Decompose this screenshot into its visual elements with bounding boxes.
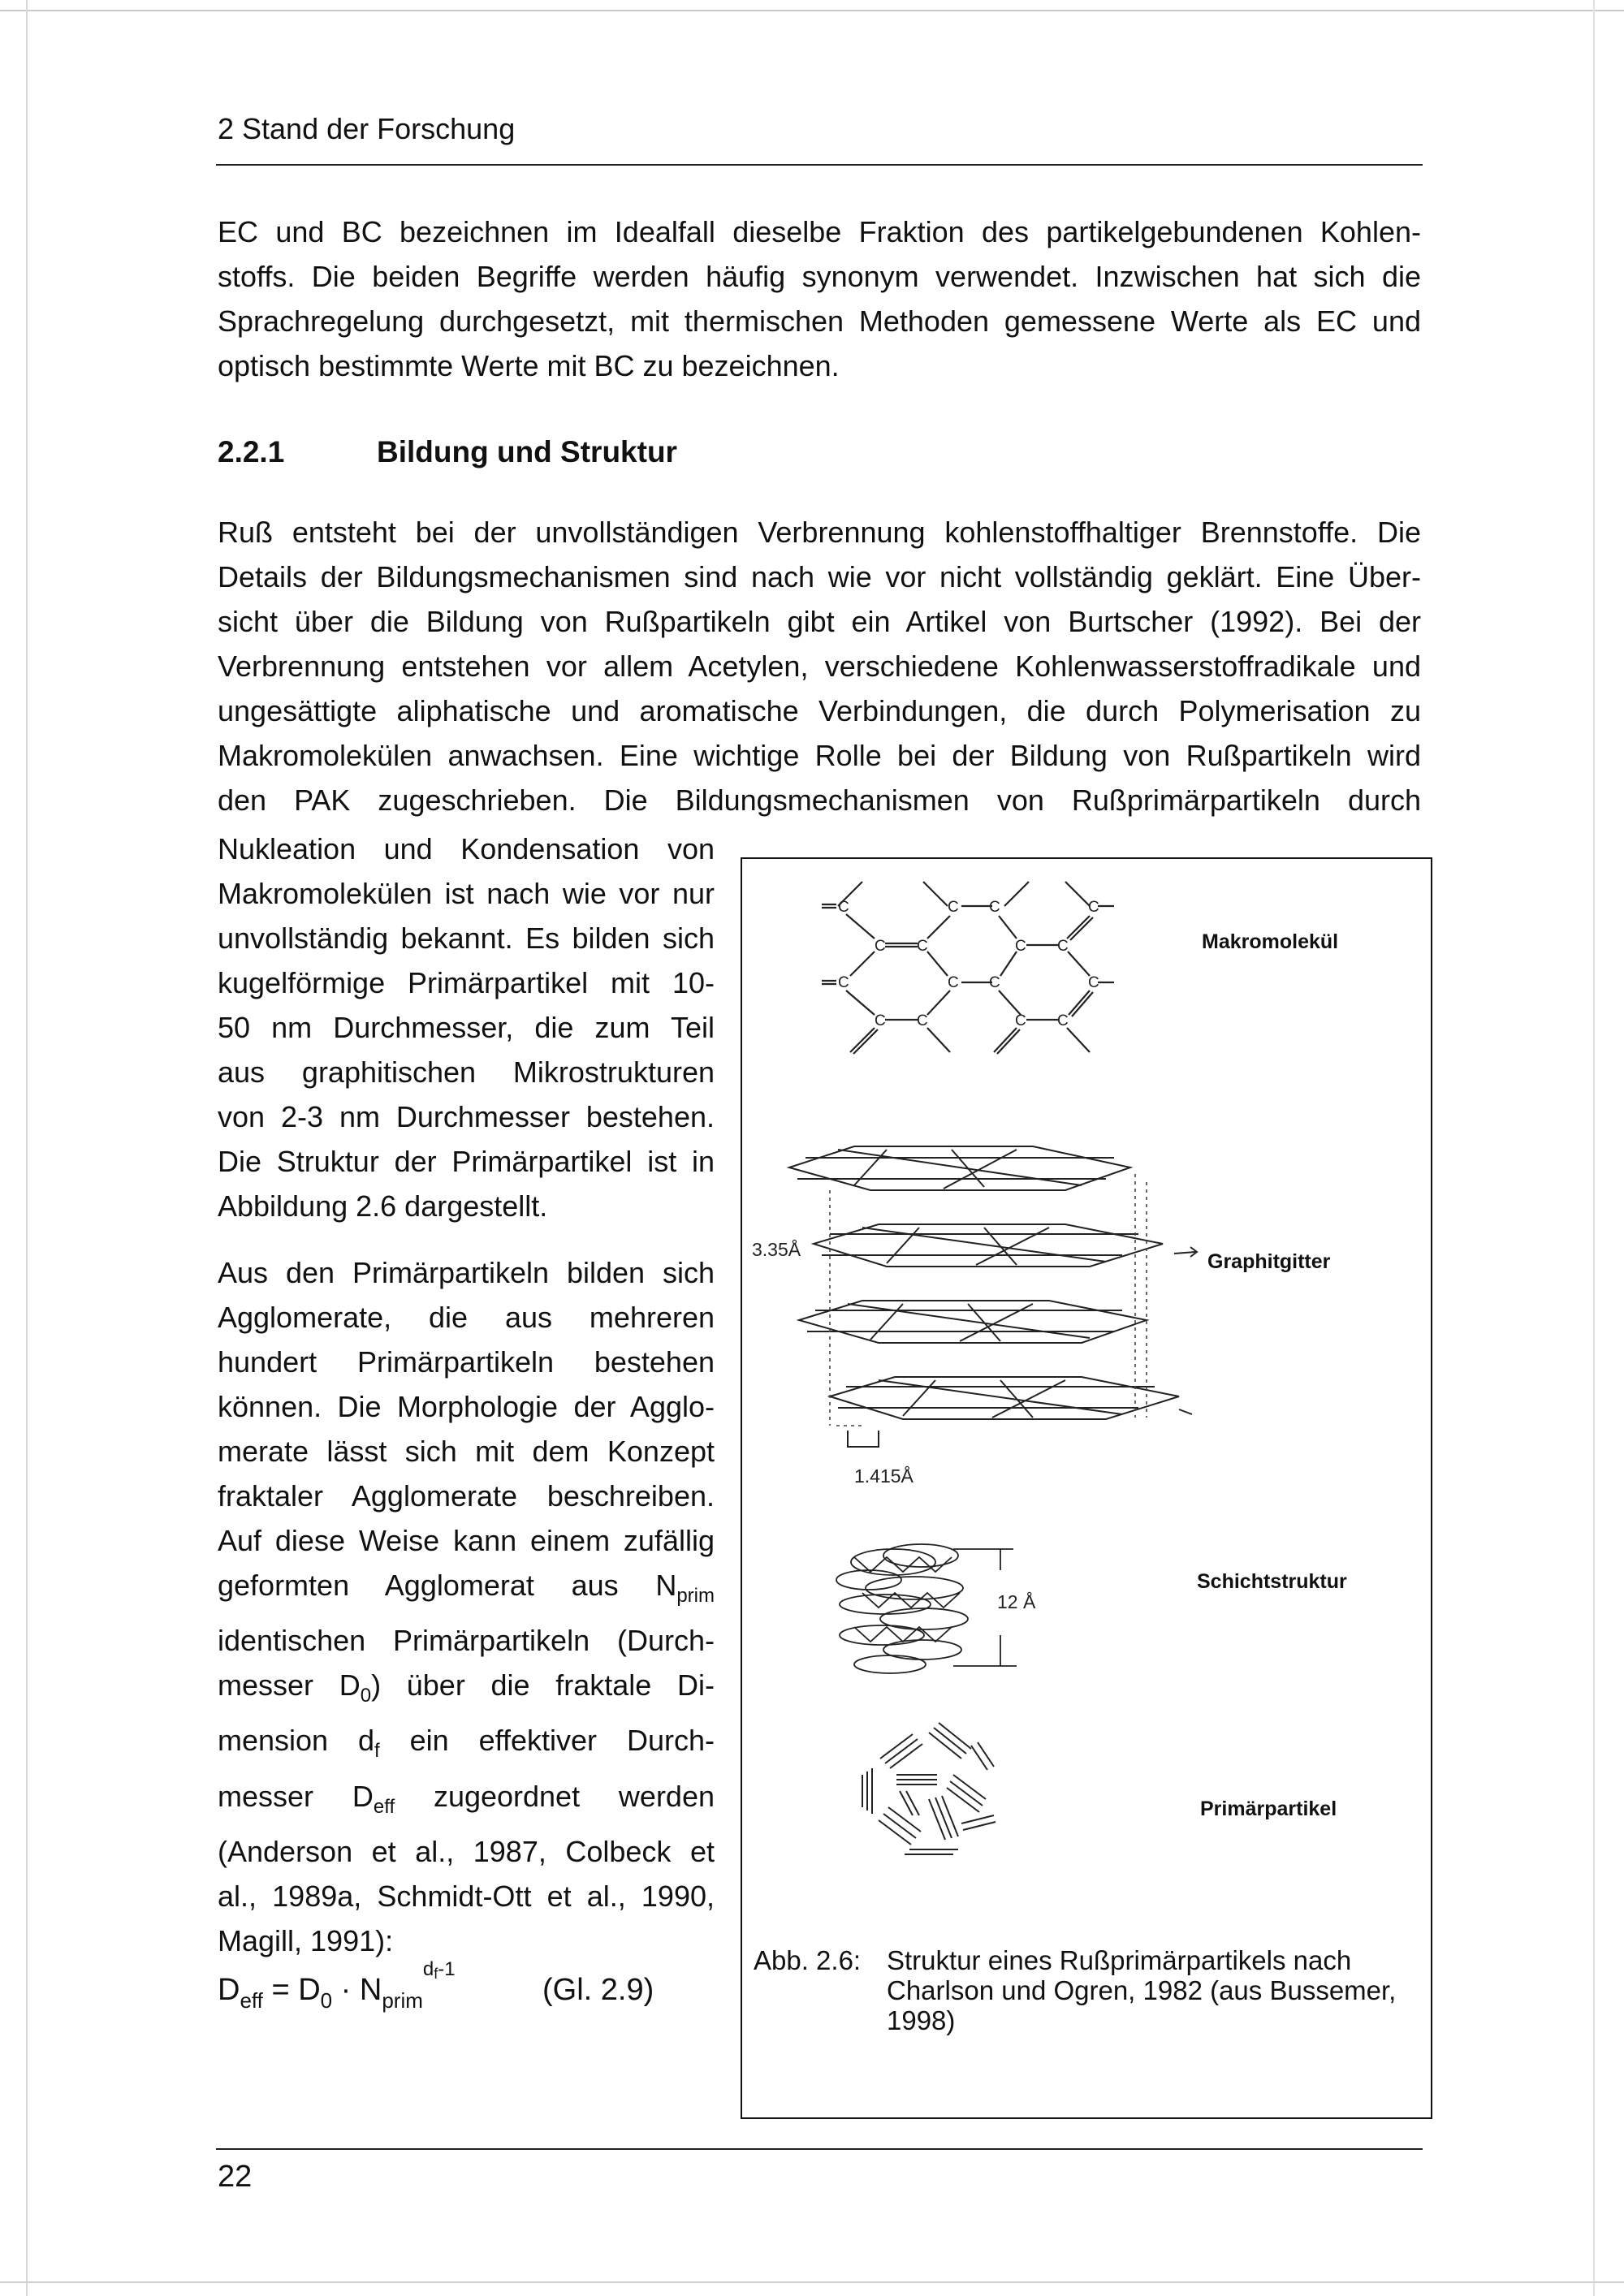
text-line: den PAK zugeschrieben. Die Bildungsmechanismen von Rußprimärpartikeln durch bbox=[218, 783, 1421, 817]
text-line: (Anderson et al., 1987, Colbeck et bbox=[218, 1834, 715, 1868]
text-line: Verbrennung entstehen vor allem Acetylen, verschiedene Kohlenwasserstoffradikale und bbox=[218, 650, 1421, 683]
text-line: aus graphitischen Mikrostrukturen bbox=[218, 1055, 715, 1089]
atom-label: C bbox=[1088, 899, 1099, 916]
exponent-tail: -1 bbox=[438, 1958, 456, 1980]
section-title: Bildung und Struktur bbox=[377, 435, 677, 468]
atom-label: C bbox=[948, 899, 959, 916]
equation-number: (Gl. 2.9) bbox=[542, 1973, 654, 2007]
footer-rule bbox=[216, 2148, 1423, 2150]
text-line: Magill, 1991): bbox=[218, 1923, 394, 1957]
subscript-0: 0 bbox=[360, 1685, 372, 1707]
line-text: mension d bbox=[218, 1724, 375, 1758]
paragraph-formation bbox=[218, 510, 1421, 822]
text-line: stoffs. Die beiden Begriffe werden häufig synonym verwendet. Inzwischen hat sich die bbox=[218, 260, 1421, 293]
equation-exponent bbox=[423, 1958, 456, 1980]
page-number: 22 bbox=[218, 2160, 253, 2194]
text-line: können. Die Morphologie der Agglo- bbox=[218, 1390, 715, 1423]
interlayer-distance-label: 3.35Å bbox=[752, 1239, 801, 1260]
figure-caption-text: Struktur eines Rußprimärpartikels nach Charlson und Ogren, 1982 (aus Bussemer, 1998) bbox=[887, 1945, 1397, 2035]
text-line: sicht über die Bildung von Rußpartikeln gibt ein Artikel von Burtscher (1992). Bei der bbox=[218, 605, 1421, 638]
equation-lhs: D bbox=[218, 1973, 240, 2007]
text-line: al., 1989a, Schmidt-Ott et al., 1990, bbox=[218, 1879, 715, 1913]
label-graphite: Graphitgitter bbox=[1207, 1250, 1331, 1273]
text-line: merate lässt sich mit dem Konzept bbox=[218, 1435, 715, 1468]
bond-length-label: 1.415Å bbox=[854, 1465, 914, 1487]
text-line: Details der Bildungsmechanismen sind nach wie vor nicht vollständig geklärt. Eine Über- bbox=[218, 560, 1421, 593]
paragraph-agglomerate bbox=[218, 1250, 715, 1963]
atom-label: C bbox=[838, 899, 849, 916]
atom-label: C bbox=[917, 938, 928, 955]
text-line: Ruß entsteht bei der unvollständigen Verbrennung kohlenstoffhaltiger Brennstoffe. Die bbox=[218, 516, 1421, 549]
atom-label: C bbox=[989, 974, 1000, 991]
atom-label: C bbox=[875, 938, 886, 955]
section-number: 2.2.1 bbox=[218, 435, 285, 468]
subscript-f: f bbox=[374, 1740, 380, 1763]
macromolecule-structure bbox=[822, 882, 1114, 1054]
equation-eq: = D bbox=[262, 1973, 321, 2007]
subscript-eff: eff bbox=[373, 1795, 395, 1818]
text-line: hundert Primärpartikeln bestehen bbox=[218, 1345, 715, 1379]
equation-dot: · N bbox=[332, 1973, 382, 2007]
macromolecule-atoms bbox=[838, 899, 1099, 1029]
figure-illustration bbox=[741, 857, 1432, 1945]
scan-edge-bottom bbox=[0, 2281, 1624, 2283]
paragraph-ec-bc bbox=[218, 209, 1421, 388]
text-line: Auf diese Weise kann einem zufällig bbox=[218, 1524, 715, 1557]
exponent-sub-f: f bbox=[434, 1966, 438, 1982]
atom-label: C bbox=[1088, 974, 1099, 991]
running-header: 2 Stand der Forschung bbox=[218, 112, 516, 145]
label-layer-structure: Schichtstruktur bbox=[1197, 1570, 1347, 1593]
line-text: messer D bbox=[218, 1668, 361, 1703]
text-line: Die Struktur der Primärpartikel ist in bbox=[218, 1145, 715, 1178]
stack-height-label: 12 Å bbox=[997, 1591, 1036, 1612]
text-line: Abbildung 2.6 dargestellt. bbox=[218, 1189, 548, 1223]
atom-label: C bbox=[1015, 1012, 1026, 1029]
text-line: Nukleation und Kondensation von bbox=[218, 832, 715, 865]
text-line bbox=[218, 1663, 715, 1718]
atom-label: C bbox=[917, 1012, 928, 1029]
scan-edge-left bbox=[26, 0, 28, 2296]
line-text: ein effektiver Durch- bbox=[379, 1724, 715, 1758]
text-line: Makromolekülen anwachsen. Eine wichtige Rolle bei der Bildung von Rußpartikeln wird bbox=[218, 739, 1421, 772]
bond-length-marker bbox=[848, 1431, 879, 1447]
equation-sub-prim: prim bbox=[382, 1988, 423, 2013]
text-line bbox=[218, 1718, 715, 1773]
text-line: 50 nm Durchmesser, die zum Teil bbox=[218, 1011, 715, 1044]
graphite-lattice bbox=[789, 1146, 1197, 1419]
exponent-d: d bbox=[422, 1958, 434, 1980]
scan-edge-top bbox=[0, 10, 1624, 11]
atom-label: C bbox=[948, 974, 959, 991]
text-line: optisch bestimmte Werte mit BC zu bezeichnen. bbox=[218, 349, 840, 382]
text-line: ungesättigte aliphatische und aromatische Verbindungen, die durch Polymerisation zu bbox=[218, 694, 1421, 727]
primary-particle bbox=[862, 1723, 996, 1854]
text-line: unvollständig bekannt. Es bilden sich bbox=[218, 921, 715, 955]
atom-label: C bbox=[1057, 938, 1069, 955]
label-primary-particle: Primärpartikel bbox=[1200, 1798, 1337, 1820]
text-line: Sprachregelung durchgesetzt, mit thermischen Methoden gemessene Werte als EC und bbox=[218, 304, 1421, 338]
header-rule bbox=[216, 164, 1423, 166]
line-text: zugeordnet werden bbox=[395, 1779, 715, 1813]
text-line: fraktaler Agglomerate beschreiben. bbox=[218, 1479, 715, 1513]
text-line: von 2-3 nm Durchmesser bestehen. bbox=[218, 1100, 715, 1133]
subscript-prim: prim bbox=[676, 1585, 715, 1608]
text-line: identischen Primärpartikeln (Durch- bbox=[218, 1624, 715, 1658]
equation-sub-0: 0 bbox=[320, 1988, 333, 2013]
text-line bbox=[218, 1774, 715, 1829]
paragraph-formation-continued bbox=[218, 826, 715, 1228]
atom-label: C bbox=[1057, 1012, 1069, 1029]
atom-label: C bbox=[875, 1012, 886, 1029]
figure-caption-label: Abb. 2.6: bbox=[754, 1945, 862, 1975]
line-text: geformten Agglomerat aus N bbox=[218, 1569, 677, 1602]
equation-sub-eff: eff bbox=[240, 1988, 263, 2013]
scan-edge-right bbox=[1593, 0, 1595, 2296]
atom-label: C bbox=[838, 974, 849, 991]
text-line bbox=[218, 1563, 715, 1618]
line-text: ) über die fraktale Di- bbox=[371, 1668, 715, 1703]
text-line: kugelförmige Primärpartikel mit 10- bbox=[218, 966, 715, 999]
atom-label: C bbox=[989, 899, 1000, 916]
text-line: Makromolekülen ist nach wie vor nur bbox=[218, 877, 715, 910]
atom-label: C bbox=[1015, 938, 1026, 955]
label-macromolecule: Makromolekül bbox=[1202, 930, 1339, 953]
equation-gl-2-9 bbox=[218, 1958, 654, 2013]
line-text: messer D bbox=[218, 1779, 374, 1813]
layer-structure bbox=[836, 1544, 1017, 1673]
section-heading bbox=[218, 435, 677, 469]
text-line: EC und BC bezeichnen im Idealfall dieselbe Fraktion des partikelgebundenen Kohlen- bbox=[218, 215, 1421, 248]
text-line: Agglomerate, die aus mehreren bbox=[218, 1301, 715, 1334]
text-line: Aus den Primärpartikeln bilden sich bbox=[218, 1256, 715, 1289]
